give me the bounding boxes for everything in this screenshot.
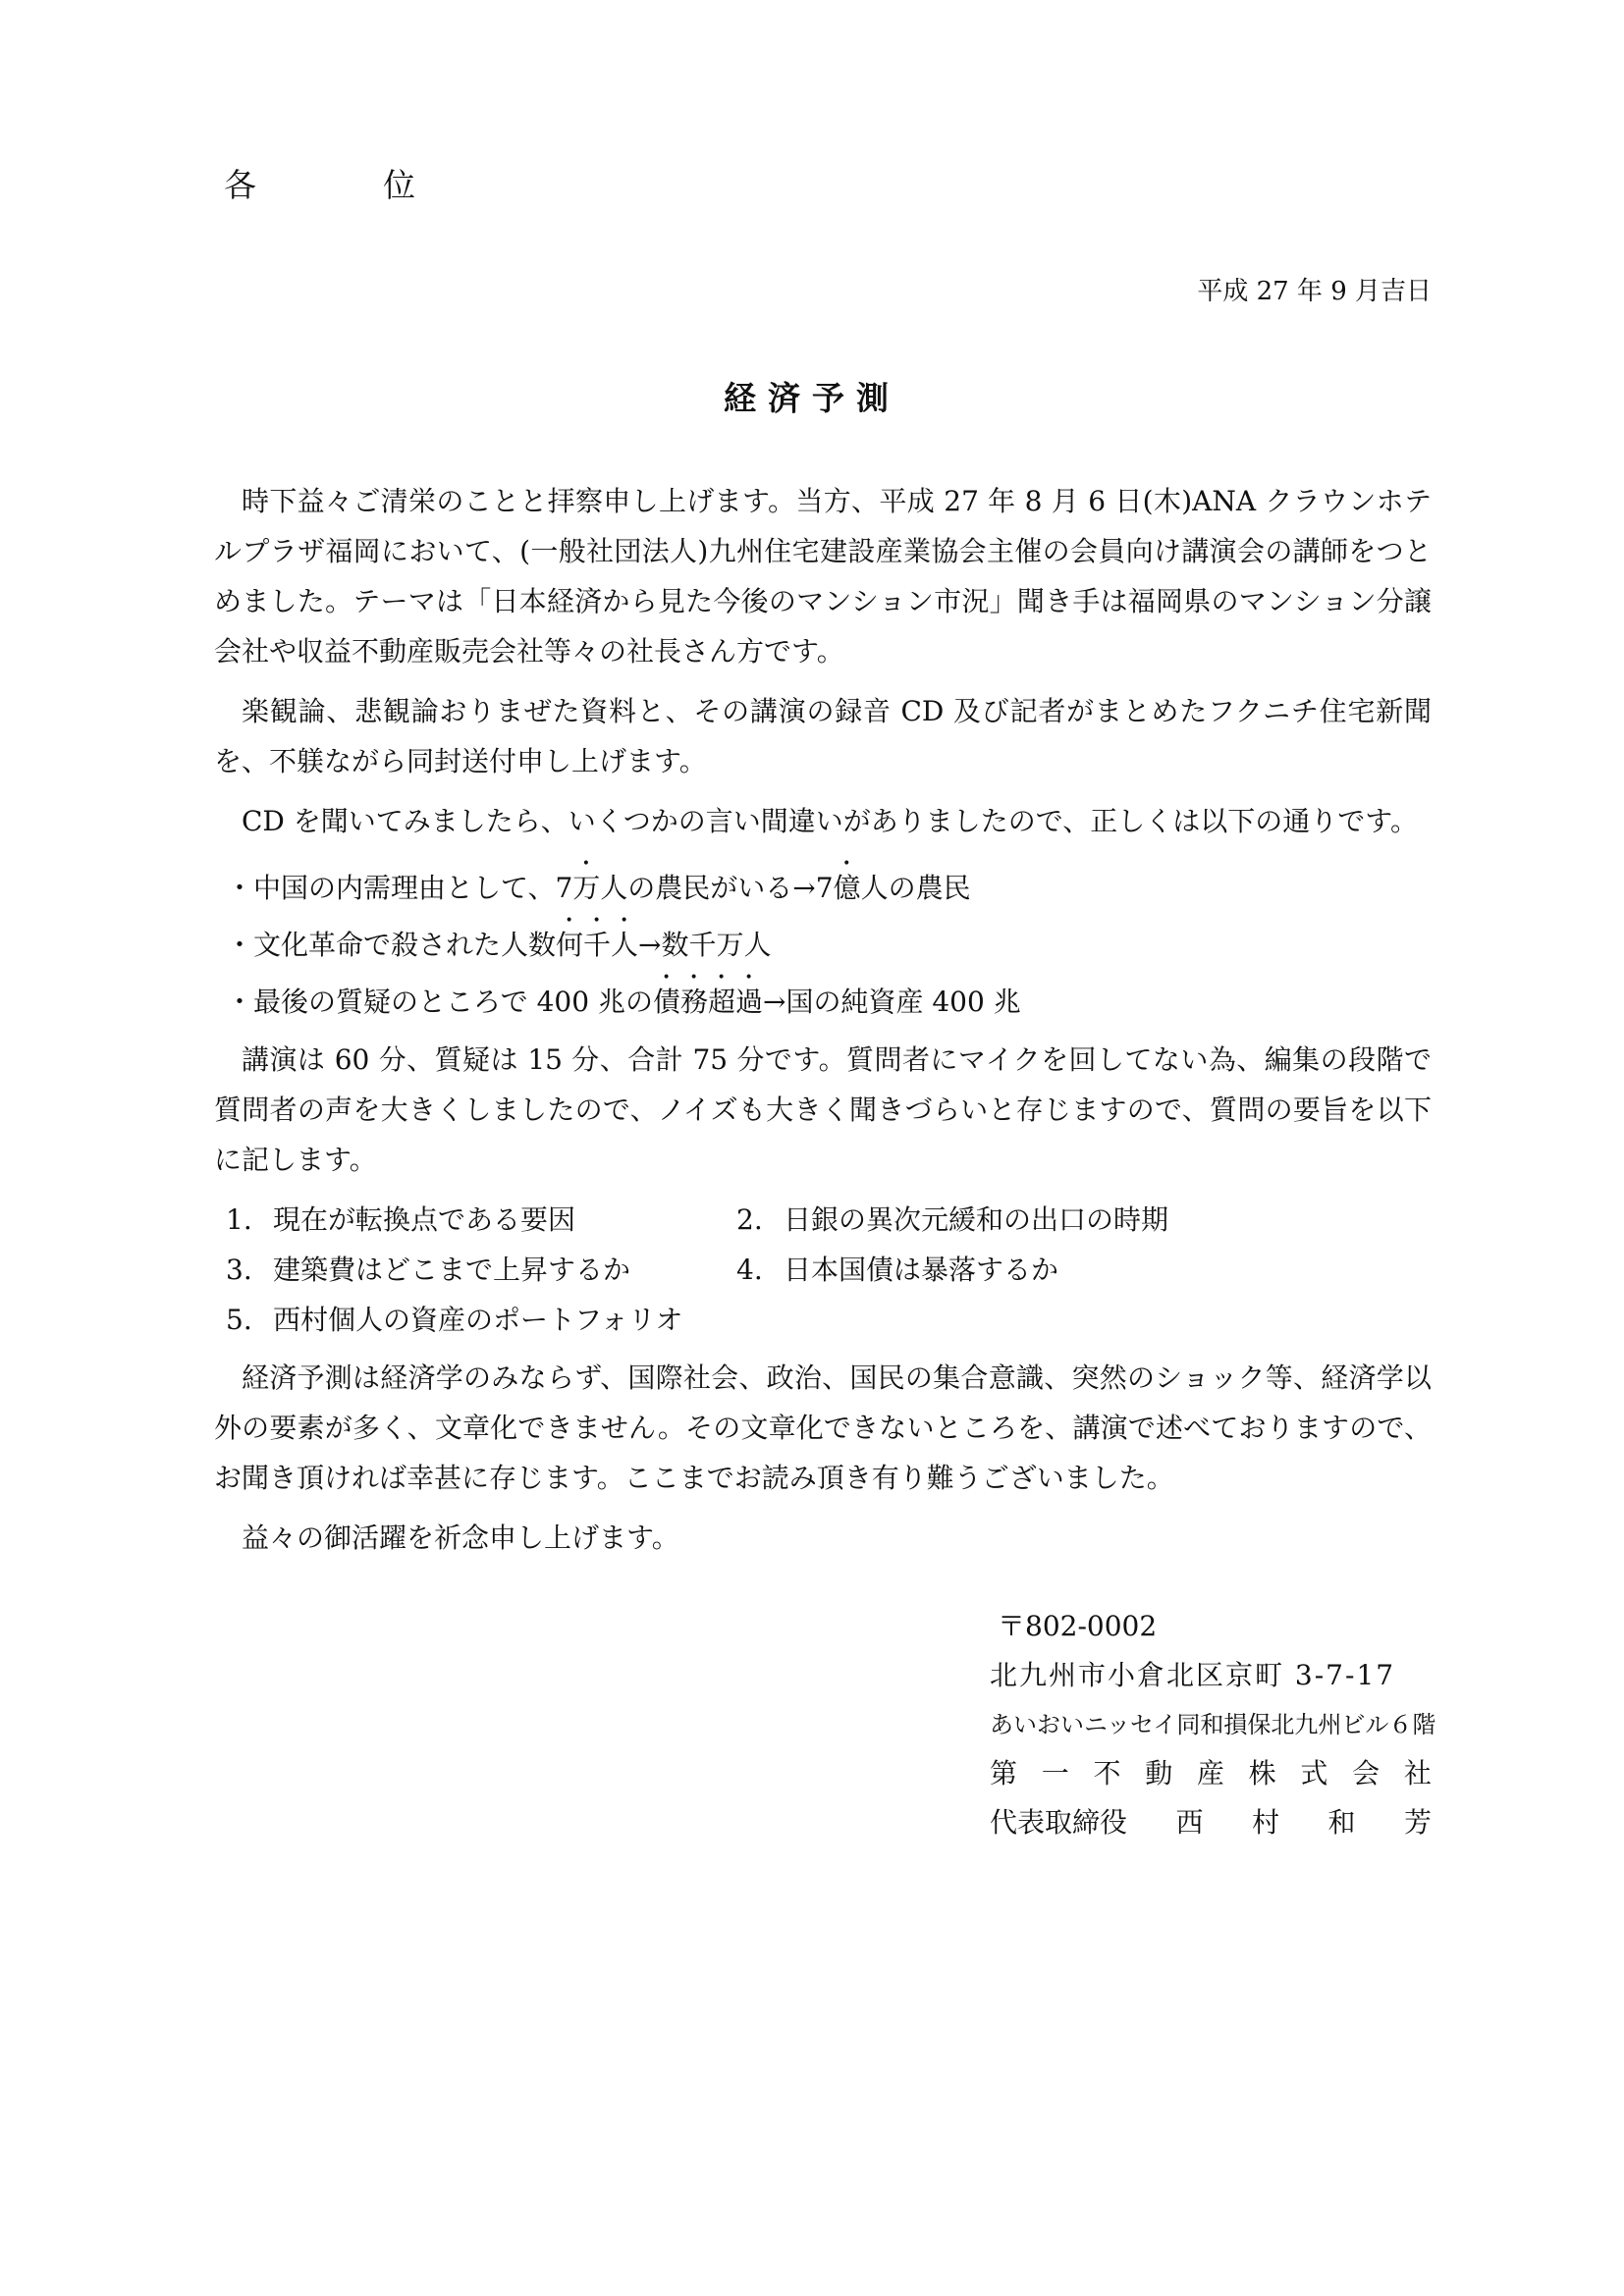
salutation: 各 位 [224, 166, 462, 204]
list-item: 4. 日本国債は暴落するか [736, 1254, 1059, 1286]
intro-paragraph: 時下益々ご清栄のことと拝察申し上げます。当方、平成 27 年 8 月 6 日(木)ANA クラウンホテルプラザ福岡において、(一般社団法人)九州住宅建設産業協会主催の会員向け講演会の講師をつとめました。テーマは「日本経済から見た今後のマンション市況」聞き手は福岡県のマンション分譲会社や収益不動産販売会社等々の社長さん方です。 [214, 485, 1432, 667]
emphasis-text: 何千人 [556, 929, 639, 961]
postal-code: 〒802-0002 [998, 1610, 1158, 1642]
list-item: 3. 建築費はどこまで上昇するか [226, 1254, 631, 1286]
list-item: 2. 日銀の異次元緩和の出口の時期 [736, 1203, 1169, 1236]
lecture-summary-paragraph: 講演は 60 分、質疑は 15 分、合計 75 分です。質問者にマイクを回してない為、編集の段階で質問者の声を大きくしましたので、ノイズも大きく聞きづらいと存じますので、質問の要旨を以下に記します。 [214, 1043, 1432, 1176]
emphasis-text: 億 [833, 872, 861, 904]
closing-paragraph: 経済予測は経済学のみならず、国際社会、政治、国民の集合意識、突然のショック等、経済学以外の要素が多く、文章化できません。その文章化できないところを、講演で述べておりますので、お聞き頂ければ幸甚に存じます。ここまでお読み頂き有り難うございました。 [214, 1362, 1432, 1494]
enclosure-paragraph: 楽観論、悲観論おりまぜた資料と、その講演の録音 CD 及び記者がまとめたフクニチ住宅新聞を、不躾ながら同封送付申し上げます。 [214, 695, 1432, 777]
corrections-list [214, 856, 1432, 1027]
emphasis-text: 債務超過 [652, 986, 763, 1018]
document-body [214, 476, 1432, 1573]
document-date: 平成 27 年 9 月吉日 [1197, 277, 1432, 306]
list-item: ・最後の質疑のところで 400 兆の債務超過→国の純資産 400 兆 [226, 986, 1021, 1018]
address: 北九州市小倉北区京町 3-7-17 [990, 1659, 1396, 1691]
document-title: 経済予測 [724, 379, 900, 417]
company-name: 第 一 不 動 産 株 式 会 社 [990, 1757, 1432, 1789]
list-item: 1. 現在が転換点である要因 [226, 1203, 576, 1236]
wishes-paragraph: 益々の御活躍を祈念申し上げます。 [242, 1522, 679, 1554]
questions-list [214, 1195, 1432, 1345]
signature-block [990, 1602, 1436, 1847]
emphasis-text: 万 [572, 872, 601, 904]
building-name: あいおいニッセイ同和損保北九州ビル６階 [990, 1711, 1436, 1738]
signatory-position: 代表取締役 [990, 1806, 1128, 1839]
list-item: ・中国の内需理由として、7万人の農民がいる→7億人の農民 [226, 872, 971, 904]
list-item: 5. 西村個人の資産のポートフォリオ [226, 1304, 683, 1336]
signatory: 代表取締役 西 村 和 芳 [990, 1798, 1432, 1847]
correction-intro-paragraph: CD を聞いてみましたら、いくつかの言い間違いがありましたので、正しくは以下の通りです。 [242, 805, 1418, 837]
list-item: ・文化革命で殺された人数何千人→数千万人 [226, 929, 772, 961]
